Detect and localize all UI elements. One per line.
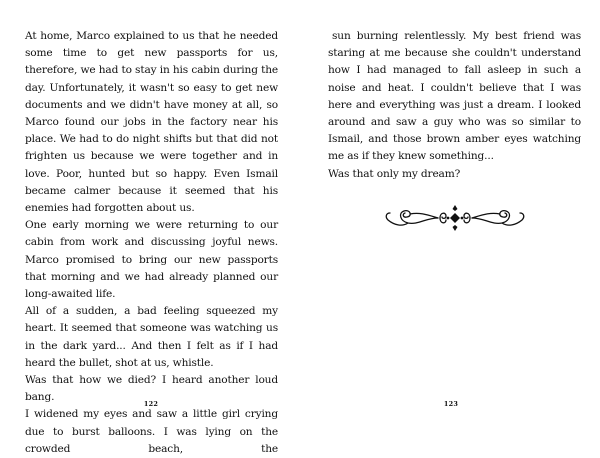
paragraph: I widened my eyes and saw a little girl crying due to burst balloons. I was lying on the crowded beach, the: [25, 408, 278, 455]
paragraph: sun burning relentlessly. My best friend was staring at me because she couldn't understand how I had managed to fall asleep in such a noise and heat. I couldn't believe that I was here and everything was just a dream. I looked around and saw a guy who was so similar to Ismail, and those brown amber eyes watching me as if they knew something...: [328, 30, 581, 163]
left-page-text: [25, 28, 278, 458]
paragraph: All of a sudden, a bad feeling squeezed my heart. It seemed that someone was watching us in the dark yard... And then I felt as if I had heard the bullet, shot at us, whistle.: [25, 305, 278, 369]
paragraph: One early morning we were returning to our cabin from work and discussing joyful news. Marco promised to bring our new passports that morning and we had already planned our long-awaited life.: [25, 219, 278, 301]
right-page: [300, 0, 600, 424]
paragraph: At home, Marco explained to us that he needed some time to get new passports for us, therefore, we had to stay in his cabin during the day. Unfortunately, it wasn't so easy to get new documents and we didn't have money at all, so Marco found our jobs in the factory near his place. We had to do night shifts but that did not frighten us because we were together and in love. Poor, hunted but so happy. Even Ismail became calmer because it seemed that his enemies had forgotten about us.: [25, 30, 278, 215]
right-page-text: [328, 28, 581, 183]
page-number: 122: [143, 400, 159, 408]
paragraph: Was that only my dream?: [328, 167, 461, 180]
left-page: [0, 0, 300, 455]
flourish-divider-icon: [380, 203, 530, 233]
page-number: 123: [443, 400, 459, 408]
paragraph: Was that how we died? I heard another loud bang.: [25, 374, 278, 404]
